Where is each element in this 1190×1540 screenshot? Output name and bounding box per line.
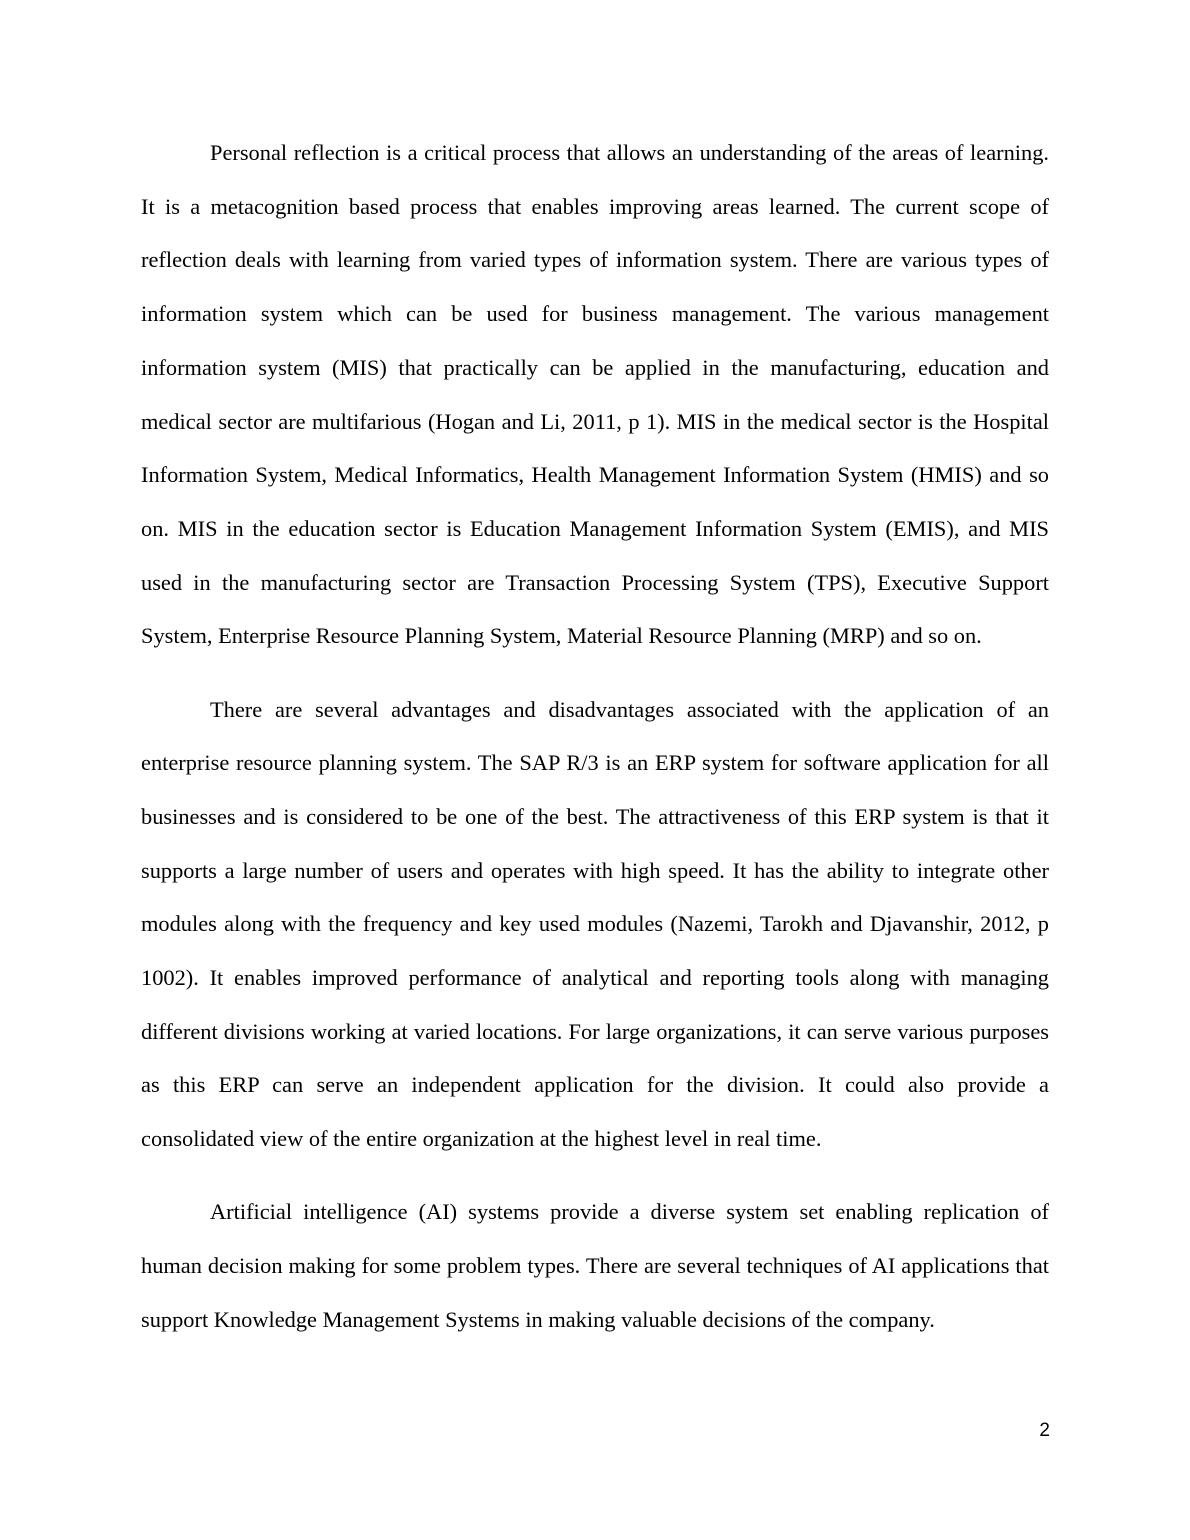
document-body: [141, 126, 1049, 1346]
paragraph-artificial-intelligence: Artificial intelligence (AI) systems provide a diverse system set enabling replication of human decision making for some problem types. There are several techniques of AI applications that support Knowledge Management Systems in making valuable decisions of the company.: [141, 1199, 1049, 1332]
paragraph-personal-reflection: Personal reflection is a critical process that allows an understanding of the areas of learning. It is a metacognition based process that enables improving areas learned. The current scope of reflection deals with learning from varied types of information system. There are various types of information system which can be used for business management. The various management information system (MIS) that practically can be applied in the manufacturing, education and medical sector are multifarious (Hogan and Li, 2011, p 1). MIS in the medical sector is the Hospital Information System, Medical Informatics, Health Management Information System (HMIS) and so on. MIS in the education sector is Education Management Information System (EMIS), and MIS used in the manufacturing sector are Transaction Processing System (TPS), Executive Support System, Enterprise Resource Planning System, Material Resource Planning (MRP) and so on.: [141, 140, 1049, 649]
page-number: 2: [1039, 1420, 1050, 1441]
paragraph-erp-advantages: There are several advantages and disadvantages associated with the application of an enterprise resource planning system. The SAP R/3 is an ERP system for software application for all businesses and is considered to be one of the best. The attractiveness of this ERP system is that it supports a large number of users and operates with high speed. It has the ability to integrate other modules along with the frequency and key used modules (Nazemi, Tarokh and Djavanshir, 2012, p 1002). It enables improved performance of analytical and reporting tools along with managing different divisions working at varied locations. For large organizations, it can serve various purposes as this ERP can serve an independent application for the division. It could also provide a consolidated view of the entire organization at the highest level in real time.: [141, 696, 1049, 1152]
